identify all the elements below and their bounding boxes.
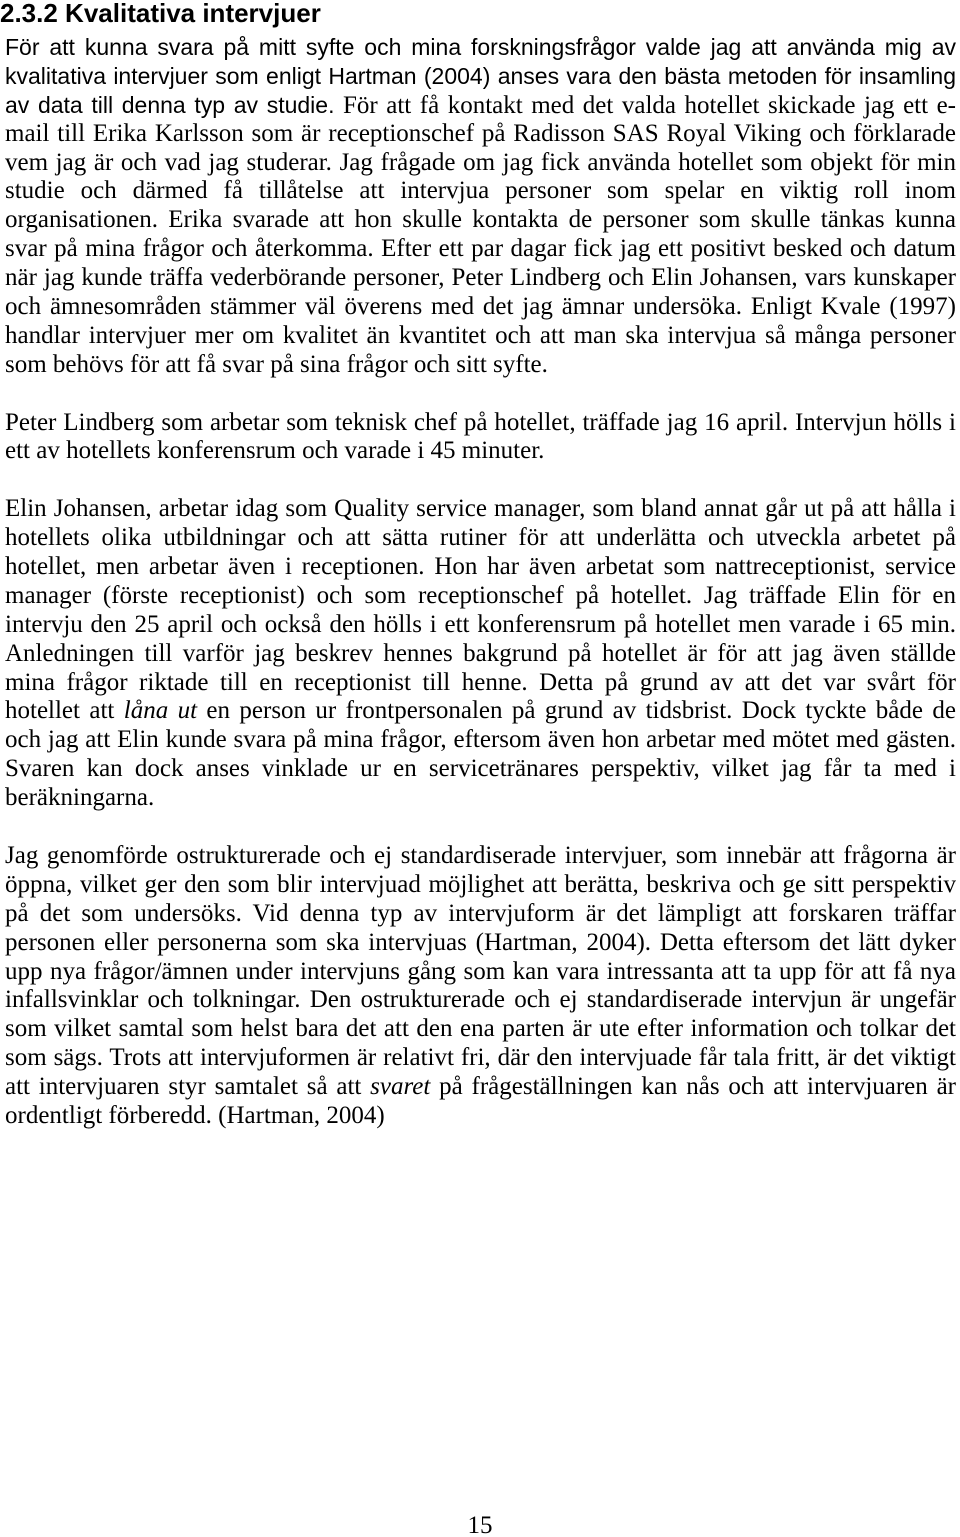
text-line: Peter Lindberg som arbetar som teknisk chef på hotellet, träffade jag 16 april. Intervjun hölls i bbox=[5, 408, 956, 436]
text-segment: För att få kontakt med det valda hotellet skickade jag ett e- bbox=[334, 91, 956, 119]
text-line: Anledningen till varför jag beskrev hennes bakgrund på hotellet är för att jag även ställde bbox=[5, 639, 956, 667]
text-line: mail till Erika Karlsson som är receptionschef på Radisson SAS Royal Viking och förklarade bbox=[5, 119, 956, 147]
text-line: som vilket samtal som helst bara det att den ena parten är ute efter information och tolkar det bbox=[5, 1015, 956, 1043]
emphasis-text: svaret bbox=[370, 1073, 431, 1101]
text-line: och ämnesområden stämmer väl överens med det jag ämnar undersöka. Enligt Kvale (1997) bbox=[5, 293, 956, 321]
text-line: studie och därmed få tillåtelse att intervjua personer som spelar en viktig roll inom bbox=[5, 177, 956, 205]
section-heading: 2.3.2 Kvalitativa intervjuer bbox=[0, 0, 321, 28]
text-line: svar på mina frågor och återkomma. Efter ett par dagar fick jag ett positivt besked och datum bbox=[5, 235, 956, 263]
text-line: personen eller personerna som ska intervjuas (Hartman, 2004). Detta eftersom det lätt dyker bbox=[5, 928, 956, 956]
text-line: hotellet, men arbetar även i receptionen. Hon har även arbetat som nattreceptionist, service bbox=[5, 553, 956, 581]
text-line: manager (förste receptionist) och som receptionschef på hotellet. Jag träffade Elin för en bbox=[5, 581, 956, 609]
text-line: organisationen. Erika svarade att hon skulle kontakta de personer som skulle tänkas kunna bbox=[5, 206, 956, 234]
body-text bbox=[5, 33, 956, 1160]
text-line: som sägs. Trots att intervjuformen är relativt fri, där den intervjuade får tala fritt, är det viktigt bbox=[5, 1044, 956, 1072]
text-line: som behövs för att få svar på sina frågor och sitt syfte. bbox=[5, 350, 548, 378]
text-line: vem jag är och vad jag studerar. Jag frågade om jag fick använda hotellet som objekt för min bbox=[5, 148, 956, 176]
text-line: Svaren kan dock anses vinklade ur en servicetränares perspektiv, vilket jag får ta med i bbox=[5, 755, 956, 783]
text-segment: av data till denna typ av studie. bbox=[5, 91, 335, 118]
text-line: när jag kunde träffa vederbörande personer, Peter Lindberg och Elin Johansen, vars kunskaper bbox=[5, 264, 956, 292]
paragraph-4 bbox=[5, 842, 956, 1131]
text-segment: att intervjuaren styr samtalet så att bbox=[5, 1073, 371, 1101]
text-line: ordentligt förberedd. (Hartman, 2004) bbox=[5, 1101, 385, 1129]
text-line: beräkningarna. bbox=[5, 784, 155, 812]
paragraph-1 bbox=[5, 33, 956, 380]
text-line: infallsvinklar och tolkningar. Den ostrukturerade och ej standardiserade intervjun är ungefär bbox=[5, 986, 956, 1014]
paragraph-3 bbox=[5, 495, 956, 813]
text-line: och jag att Elin kunde svara på mina frågor, eftersom även hon arbetar med mötet med gästen. bbox=[5, 726, 956, 754]
text-line: intervju den 25 april och också den hölls i ett konferensrum på hotellet men varade i 65 min. bbox=[5, 610, 956, 638]
text-line: upp nya frågor/ämnen under intervjuns gång som kan vara intressanta att ta upp för att få nya bbox=[5, 957, 956, 985]
text-line: ett av hotellets konferensrum och varade i 45 minuter. bbox=[5, 437, 545, 465]
text-line: öppna, vilket ger den som blir intervjuad möjlighet att berätta, beskriva och ge sitt perspektiv bbox=[5, 870, 956, 898]
text-line: mina frågor riktade till en receptionist till henne. Detta på grund av att det var svårt för bbox=[5, 668, 956, 696]
text-line bbox=[5, 91, 956, 120]
text-line: hotellets olika utbildningar och att sätta rutiner för att underlätta och utveckla arbetet på bbox=[5, 524, 956, 552]
emphasis-text: låna ut bbox=[123, 697, 198, 725]
text-line: För att kunna svara på mitt syfte och mina forskningsfrågor valde jag att använda mig av bbox=[5, 34, 956, 60]
text-segment: en person ur frontpersonalen på grund av tidsbrist. Dock tyckte både de bbox=[197, 697, 956, 725]
text-line bbox=[5, 697, 956, 726]
text-line: på det som undersöks. Vid denna typ av intervjuform är det lämpligt att forskaren träffar bbox=[5, 899, 956, 927]
page-number: 15 bbox=[467, 1512, 493, 1537]
text-line: handlar intervjuer mer om kvalitet än kvantitet och att man ska intervjua så många personer bbox=[5, 321, 956, 349]
text-line: Jag genomförde ostrukturerade och ej standardiserade intervjuer, som innebär att frågorna är bbox=[5, 841, 956, 869]
text-line: kvalitativa intervjuer som enligt Hartman (2004) anses vara den bästa metoden för insamling bbox=[5, 62, 956, 89]
text-segment: på frågeställningen kan nås och att intervjuaren är bbox=[430, 1073, 956, 1101]
text-segment: hotellet att bbox=[5, 697, 124, 725]
text-line: Elin Johansen, arbetar idag som Quality service manager, som bland annat går ut på att hålla i bbox=[5, 495, 956, 523]
text-line bbox=[5, 1073, 956, 1102]
paragraph-2 bbox=[5, 409, 956, 467]
